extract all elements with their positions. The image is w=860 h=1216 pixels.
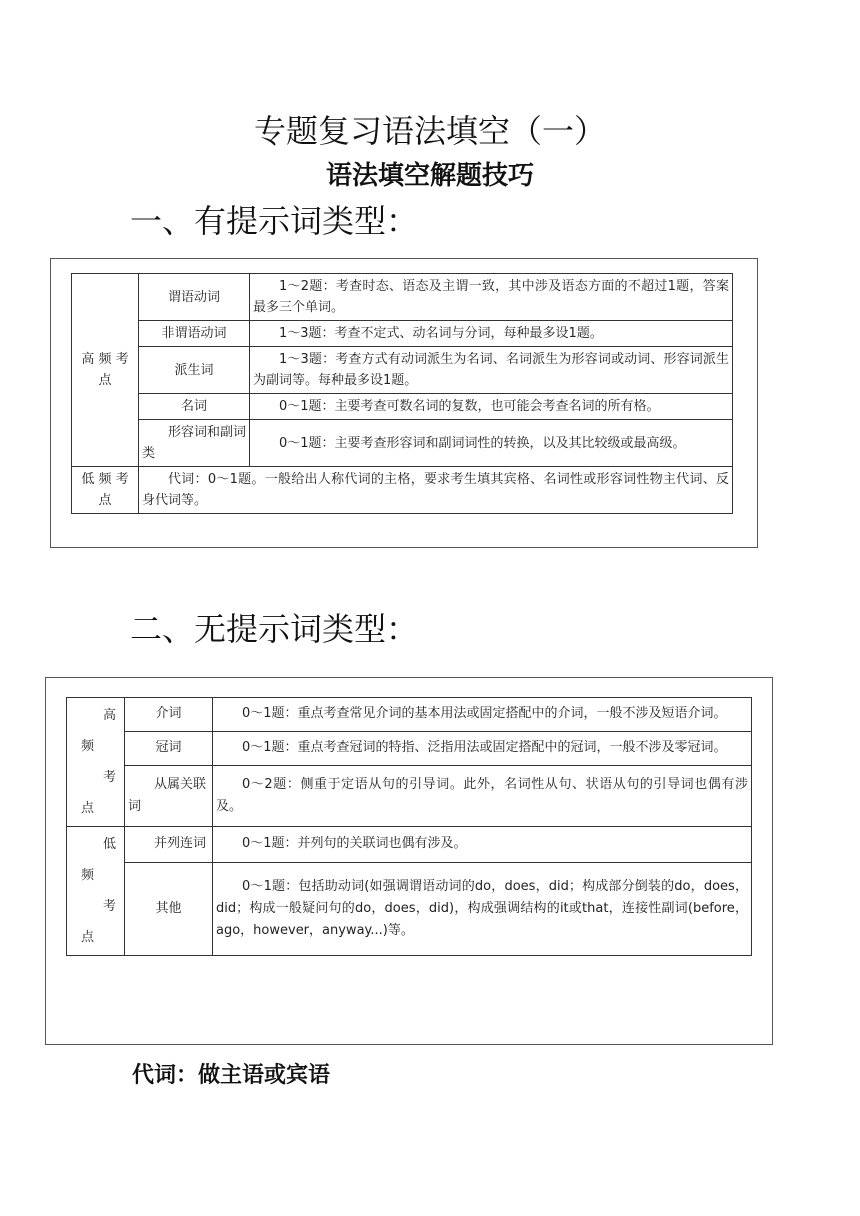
desc-cell: 0～1题：并列句的关联词也偶有涉及。 — [213, 827, 752, 863]
type-cell: 从属关联词 — [125, 765, 213, 826]
label-char: 频 — [81, 868, 95, 883]
low-frequency-label: 低 频 考点 — [72, 467, 139, 514]
section2-table — [66, 697, 752, 956]
desc-cell: 1～3题：考查不定式、动名词与分词，每种最多设1题。 — [250, 321, 733, 347]
section1-table — [71, 273, 733, 514]
table-row — [72, 420, 733, 467]
type-cell: 形容词和副词类 — [139, 420, 250, 467]
type-cell: 冠词 — [125, 731, 213, 765]
desc-cell: 0～1题：主要考查形容词和副词词性的转换，以及其比较级或最高级。 — [250, 420, 733, 467]
high-frequency-label — [67, 698, 125, 827]
desc-cell: 0～2题：侧重于定语从句的引导词。此外，名词性从句、状语从句的引导词也偶有涉及。 — [213, 765, 752, 826]
desc-cell: 0～1题：重点考查常见介词的基本用法或固定搭配中的介词，一般不涉及短语介词。 — [213, 698, 752, 732]
type-cell: 介词 — [125, 698, 213, 732]
type-cell: 其他 — [125, 862, 213, 955]
desc-cell: 0～1题：主要考查可数名词的复数，也可能会考查名词的所有格。 — [250, 394, 733, 420]
page-title: 专题复习语法填空（一） — [253, 112, 606, 150]
table-row — [72, 274, 733, 321]
table-row — [72, 467, 733, 514]
label-char: 频 — [81, 739, 95, 754]
label-char: 高 — [103, 708, 117, 723]
table-row — [67, 827, 752, 863]
page-subtitle: 语法填空解题技巧 — [325, 161, 534, 191]
desc-cell: 代词：0～1题。一般给出人称代词的主格，要求考生填其宾格、名词性或形容词性物主代词、反身代词等。 — [139, 467, 733, 514]
type-cell: 谓语动词 — [139, 274, 250, 321]
desc-cell: 0～1题：包括助动词(如强调谓语动词的do，does，did；构成部分倒装的do，does，did；构成一般疑问句的do，does，did)，构成强调结构的it或that，连接性副词(before，ago，however，anyway...)等。 — [213, 862, 752, 955]
label-char: 低 — [103, 837, 117, 852]
table-row — [67, 698, 752, 732]
label-char: 考 — [103, 899, 117, 914]
type-cell: 派生词 — [139, 347, 250, 394]
section1-heading: 一、有提示词类型： — [130, 202, 419, 240]
low-frequency-label — [67, 827, 125, 956]
section2-table-frame — [45, 677, 773, 1045]
label-char: 考 — [103, 770, 117, 785]
table-row — [72, 321, 733, 347]
label-char: 点 — [81, 801, 95, 816]
table-row — [72, 394, 733, 420]
section1-table-frame — [50, 258, 758, 548]
type-cell: 非谓语动词 — [139, 321, 250, 347]
section2-heading: 二、无提示词类型： — [130, 610, 419, 648]
desc-cell: 1～3题：考查方式有动词派生为名词、名词派生为形容词或动词、形容词派生为副词等。每种最多设1题。 — [250, 347, 733, 394]
table-row — [72, 347, 733, 394]
type-cell: 名词 — [139, 394, 250, 420]
table-row — [67, 765, 752, 826]
high-frequency-label: 高 频 考点 — [72, 274, 139, 467]
type-cell: 并列连词 — [125, 827, 213, 863]
desc-cell: 0～1题：重点考查冠词的特指、泛指用法或固定搭配中的冠词，一般不涉及零冠词。 — [213, 731, 752, 765]
desc-cell: 1～2题：考查时态、语态及主谓一致，其中涉及语态方面的不超过1题，答案最多三个单词。 — [250, 274, 733, 321]
table-row — [67, 731, 752, 765]
label-char: 点 — [81, 930, 95, 945]
footer-note: 代词：做主语或宾语 — [132, 1062, 331, 1088]
table-row — [67, 862, 752, 955]
